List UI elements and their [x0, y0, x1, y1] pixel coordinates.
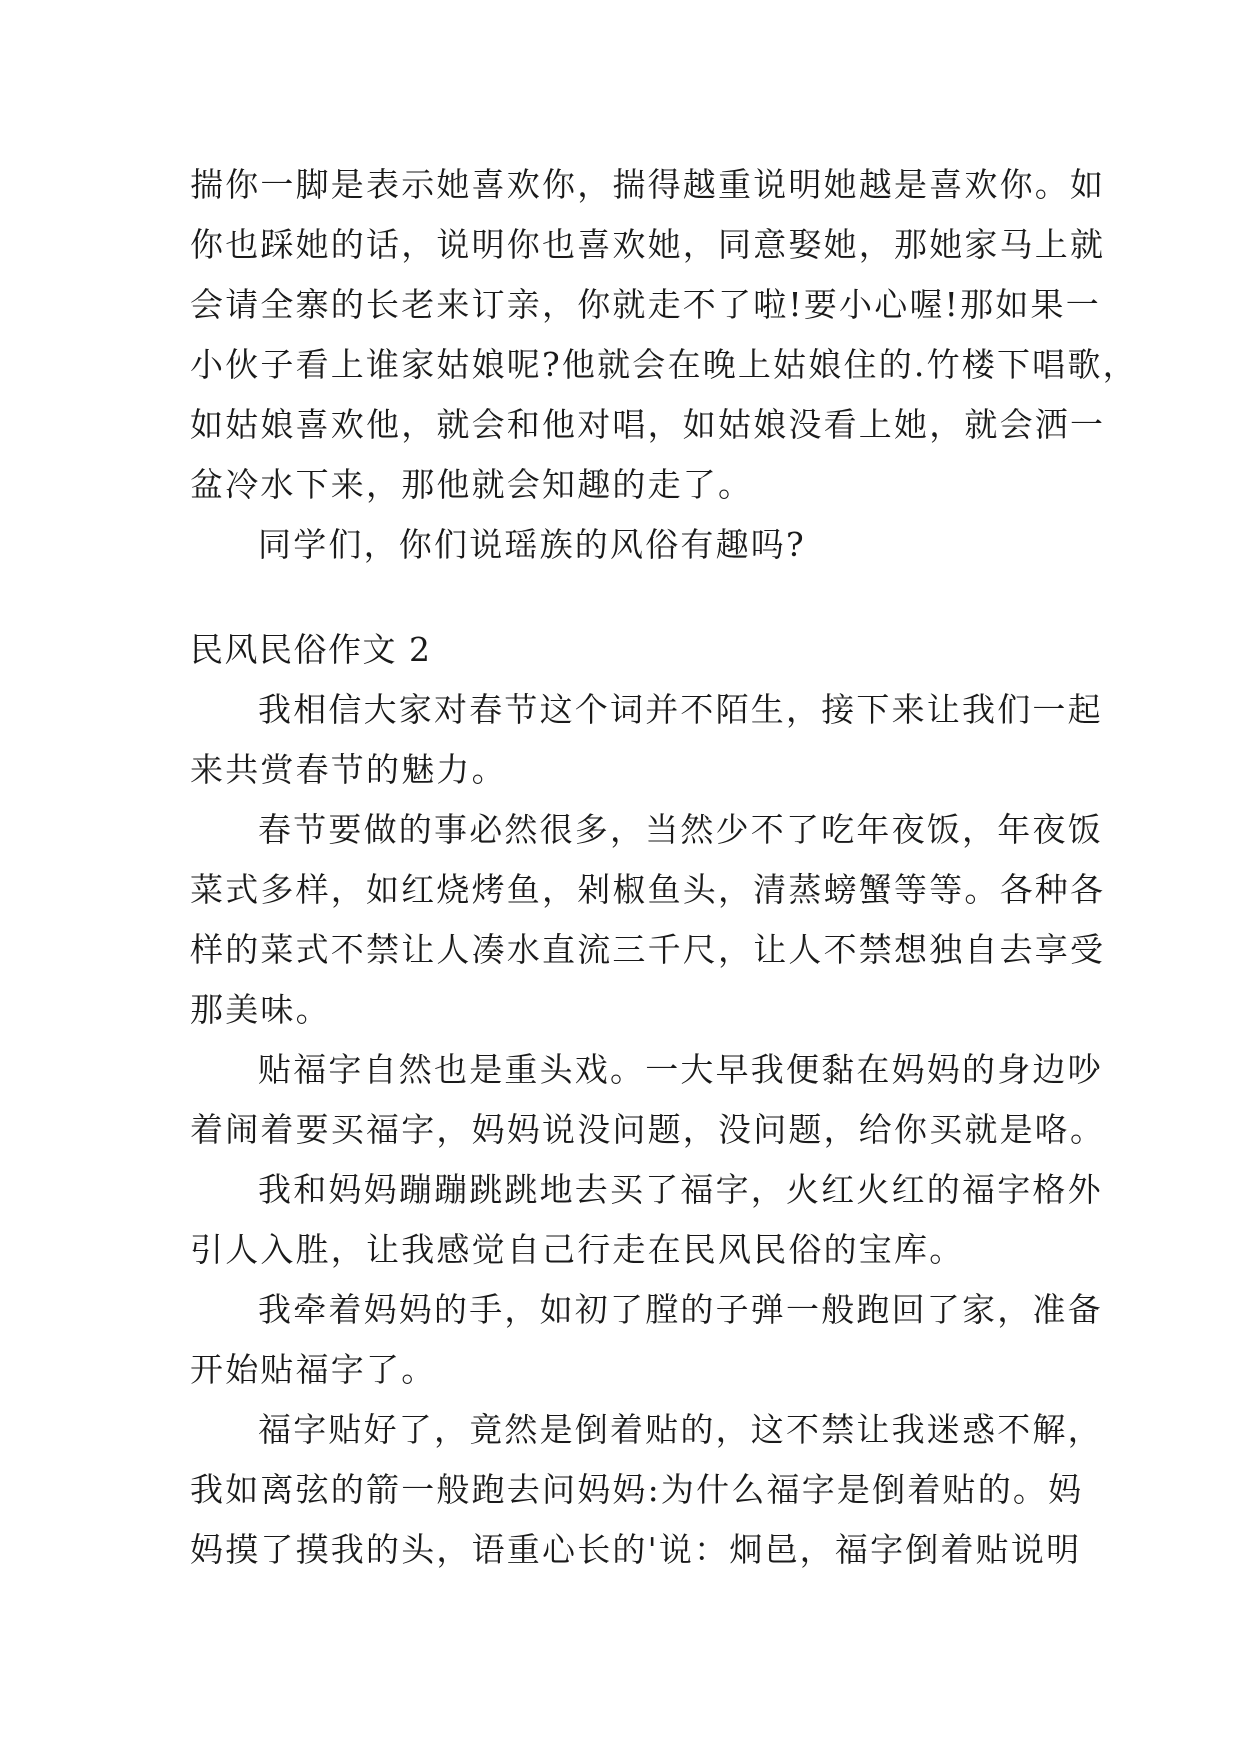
text-line: 菜式多样，如红烧烤鱼，剁椒鱼头，清蒸螃蟹等等。各种各: [190, 870, 1106, 909]
text-line: 贴福字自然也是重头戏。一大早我便黏在妈妈的身边吵: [258, 1050, 1103, 1089]
text-line: 我牵着妈妈的手，如初了膛的子弹一般跑回了家，准备: [258, 1290, 1103, 1329]
section-heading: 民风民俗作文 2: [190, 630, 432, 669]
text-line: 着闹着要买福字，妈妈说没问题，没问题，给你买就是咯。: [190, 1110, 1106, 1149]
text-line: 样的菜式不禁让人凑水直流三千尺，让人不禁想独自去享受: [190, 930, 1106, 969]
text-line: 盆冷水下来，那他就会知趣的走了。: [190, 465, 754, 504]
text-line: 小伙子看上谁家姑娘呢?他就会在晚上姑娘住的.竹楼下唱歌，: [190, 345, 1138, 384]
text-line: 来共赏春节的魅力。: [190, 750, 507, 789]
text-line: 我如离弦的箭一般跑去问妈妈:为什么福字是倒着贴的。妈: [190, 1470, 1084, 1509]
text-line: 开始贴福字了。: [190, 1350, 437, 1389]
text-line: 揣你一脚是表示她喜欢你，揣得越重说明她越是喜欢你。如: [190, 165, 1106, 204]
text-line: 我相信大家对春节这个词并不陌生，接下来让我们一起: [258, 690, 1103, 729]
text-line: 春节要做的事必然很多，当然少不了吃年夜饭，年夜饭: [258, 810, 1103, 849]
text-line: 妈摸了摸我的头，语重心长的'说：炯邑，福字倒着贴说明: [190, 1530, 1082, 1569]
text-line: 你也踩她的话，说明你也喜欢她，同意娶她，那她家马上就: [190, 225, 1106, 264]
text-line: 我和妈妈蹦蹦跳跳地去买了福字，火红火红的福字格外: [258, 1170, 1103, 1209]
text-line: 福字贴好了，竟然是倒着贴的，这不禁让我迷惑不解，: [258, 1410, 1103, 1449]
text-line: 会请全寨的长老来订亲，你就走不了啦!要小心喔!那如果一: [190, 285, 1101, 324]
text-line: 那美味。: [190, 990, 331, 1029]
text-line: 如姑娘喜欢他，就会和他对唱，如姑娘没看上她，就会洒一: [190, 405, 1106, 444]
closing-paragraph: 同学们，你们说瑶族的风俗有趣吗?: [258, 525, 806, 564]
text-line: 引人入胜，让我感觉自己行走在民风民俗的宝库。: [190, 1230, 965, 1269]
